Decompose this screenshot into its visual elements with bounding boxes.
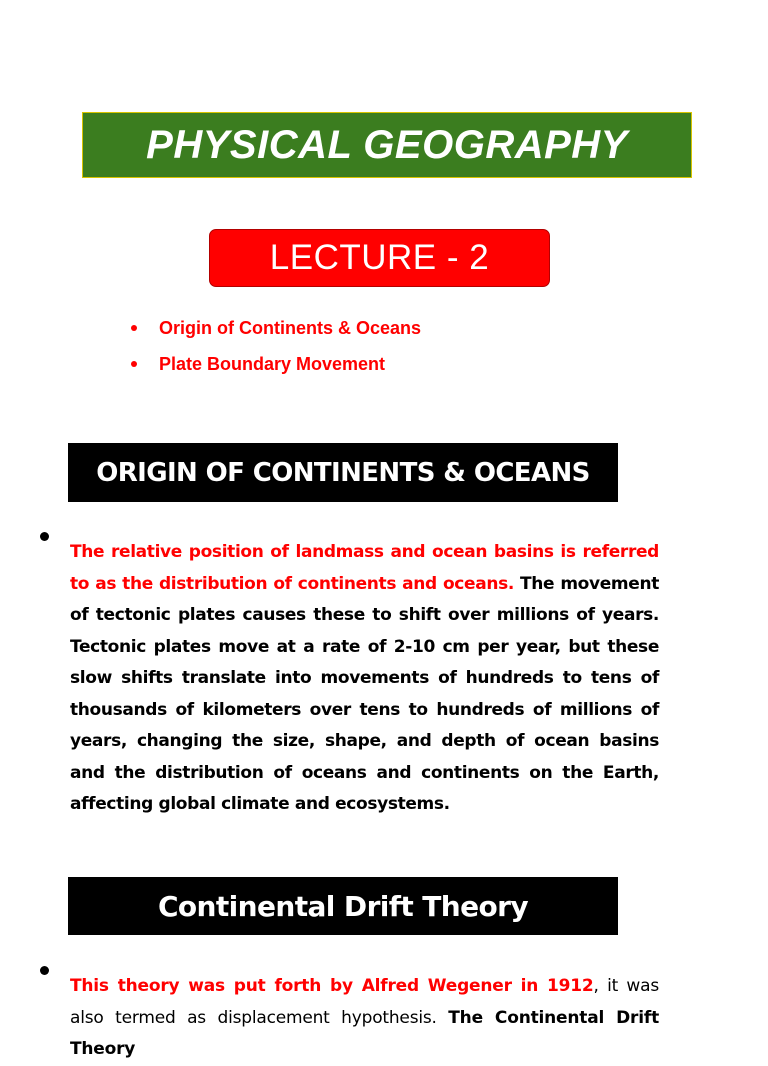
lecture-badge: [209, 229, 550, 287]
topic-label: Origin of Continents & Oceans: [159, 317, 422, 338]
section-heading-origin: [68, 443, 618, 502]
paragraph-text: , it was also termed as displacement hypothesis.: [70, 976, 659, 1028]
section-heading-text: Continental Drift Theory: [157, 889, 529, 923]
paragraph-drift: [70, 971, 659, 1066]
page-title: PHYSICAL GEOGRAPHY: [146, 122, 628, 167]
bullet-icon: [131, 325, 137, 331]
highlighted-definition: The relative position of landmass and ocean basins is referred to as the distribution of continents and oceans.: [70, 542, 659, 594]
topic-item: [128, 346, 421, 382]
bullet-icon: [131, 361, 137, 367]
lecture-label: LECTURE - 2: [269, 238, 490, 277]
section-heading-drift: [68, 877, 618, 935]
paragraph-text: The movement of tectonic plates causes these to shift over millions of years. Tectonic plates move at a rate of 2-10 cm per year, but these slow shifts translate into movements of hundreds to tens of thousands of kilometers over tens to hundreds of millions of years, changing the size, shape, and depth of ocean basins and the distribution of oceans and continents on the Earth, affecting global climate and ecosystems.: [70, 573, 659, 814]
topic-item: [128, 310, 421, 346]
bullet-icon: [40, 966, 49, 975]
paragraph-origin: [70, 537, 659, 821]
topic-label: Plate Boundary Movement: [159, 353, 386, 374]
bold-text: The Continental Drift Theory: [70, 1007, 659, 1059]
title-banner: [82, 112, 692, 178]
section-heading-text: ORIGIN OF CONTINENTS & OCEANS: [96, 457, 590, 488]
topic-list: [128, 310, 421, 382]
highlighted-fact: This theory was put forth by Alfred Wegener in 1912: [70, 976, 594, 996]
bullet-icon: [40, 532, 49, 541]
